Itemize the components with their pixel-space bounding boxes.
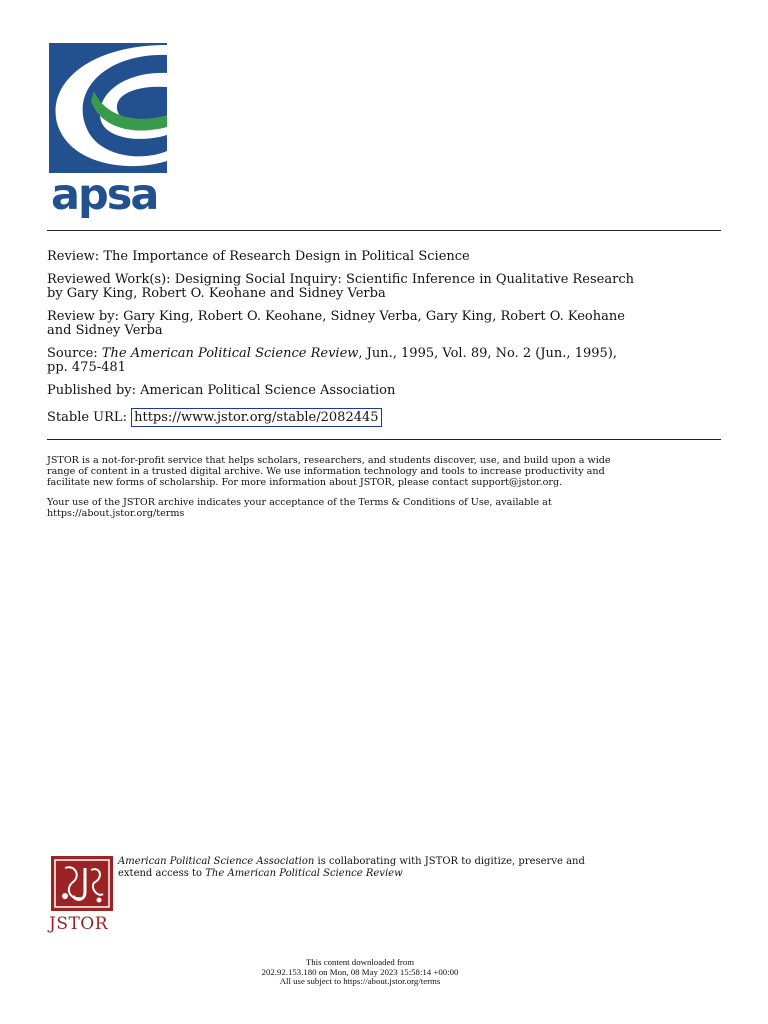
reviewed-works-label: Reviewed Work(s): [47, 272, 171, 287]
reviewed-works [47, 273, 727, 301]
review-by-line2: and Sidney Verba [47, 323, 163, 338]
notice-p2-line2: https://about.jstor.org/terms [47, 508, 185, 519]
notice-p1-line3: facilitate new forms of scholarship. For more information about JSTOR, please contact support@jstor.org. [47, 477, 563, 488]
published-by-label: Published by: [47, 383, 136, 398]
review-title-line [47, 250, 727, 264]
citation-block [47, 250, 727, 425]
apsa-wordmark: apsa [51, 170, 158, 220]
stable-url-line [47, 411, 727, 425]
jstor-notice [47, 455, 727, 519]
review-title: The Importance of Research Design in Political Science [103, 249, 470, 264]
source [47, 347, 727, 375]
notice-paragraph-1 [47, 455, 727, 488]
collab-text1: is collaborating with JSTOR to digitize, preserve and [314, 856, 585, 867]
published-by-value: American Political Science Association [140, 383, 396, 398]
collab-journal: The American Political Science Review [205, 867, 403, 879]
review-title-label: Review: [47, 249, 100, 264]
jstor-logo [49, 856, 115, 938]
notice-paragraph-2 [47, 497, 727, 519]
notice-p1-line1: JSTOR is a not-for-profit service that helps scholars, researchers, and students discover, use, and build upon a wide [47, 455, 611, 466]
middle-divider [47, 439, 721, 440]
reviewed-works-line2: by Gary King, Robert O. Keohane and Sidney Verba [47, 286, 386, 301]
source-rest-line2: pp. 475-481 [47, 360, 126, 375]
footer-line1: This content downloaded from [305, 957, 415, 967]
footer-line2: 202.92.153.180 on Mon, 08 May 2023 15:58:14 +00:00 [261, 966, 459, 977]
review-by [47, 310, 727, 338]
published-by [47, 384, 727, 398]
review-by-line1: Gary King, Robert O. Keohane, Sidney Verba, Gary King, Robert O. Keohane [123, 309, 625, 324]
source-journal: The American Political Science Review [101, 346, 359, 361]
review-by-label: Review by: [47, 309, 119, 324]
reviewed-works-line1: Designing Social Inquiry: Scientific Inference in Qualitative Research [174, 272, 634, 287]
stable-url-link[interactable]: https://www.jstor.org/stable/2082445 [131, 408, 381, 427]
collab-org: American Political Science Association [118, 856, 315, 867]
footer-line3: All use subject to https://about.jstor.org/terms [279, 976, 441, 986]
jstor-wordmark: JSTOR [49, 914, 109, 934]
jstor-emblem-icon [51, 856, 113, 911]
collab-text2: extend access to [118, 867, 206, 879]
apsa-swoosh-icon [49, 43, 167, 173]
stable-url-label: Stable URL: [47, 410, 127, 425]
apsa-logo [49, 43, 167, 221]
source-rest-line1: , Jun., 1995, Vol. 89, No. 2 (Jun., 1995), [358, 346, 617, 361]
collaboration-statement [118, 856, 678, 879]
notice-p1-line2: range of content in a trusted digital archive. We use information technology and tools to increase productivity and [47, 466, 605, 477]
download-footer [200, 958, 520, 987]
apsa-logo-emblem [49, 43, 167, 173]
source-label: Source: [47, 346, 98, 361]
top-divider [47, 230, 721, 231]
notice-p2-line1: Your use of the JSTOR archive indicates your acceptance of the Terms & Conditions of Use, available at [47, 497, 552, 508]
